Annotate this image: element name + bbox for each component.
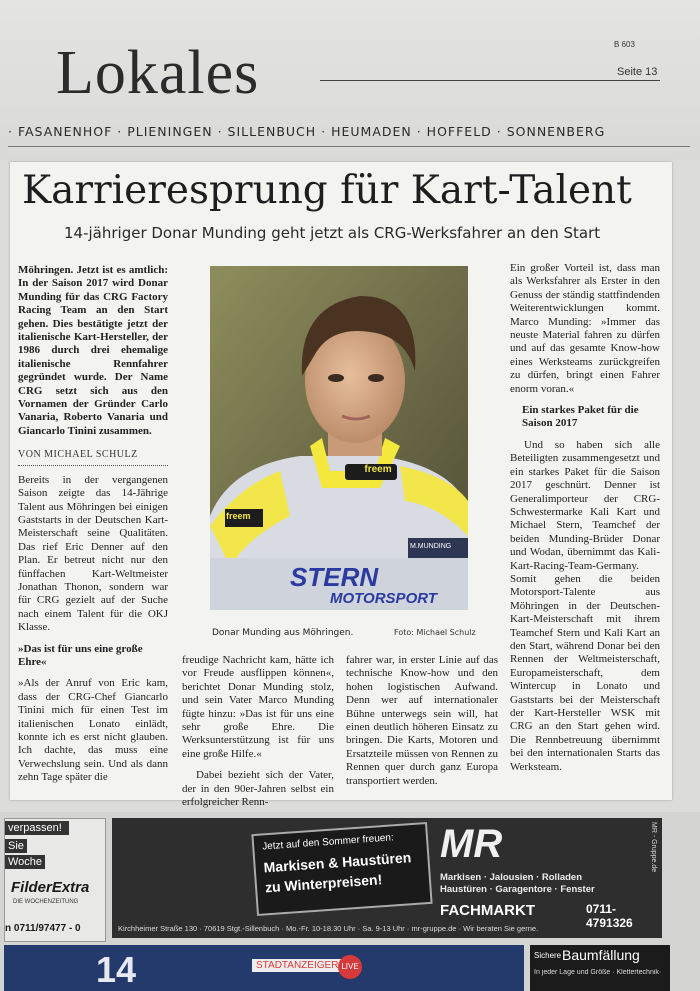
ad-left-text: verpassen! [5, 821, 69, 835]
article-headline: Karrieresprung für Kart-Talent [22, 168, 632, 213]
article-paragraph: fahrer war, in erster Linie auf das technische Know-how und den hohen logistischen Aufwand. Denn wer auf internationaler Bühne unterwegs sein will, hat einen deutlich höheren Einsatz zu bringen. Die Karts, Motoren und Ersatzteile müssen von Rennen zu Rennen quer durch ganz Europa transportiert werden. [346, 654, 498, 787]
mr-address: Kirchheimer Straße 130 · 70619 Stgt.-Sillenbuch · Mo.-Fr. 10-18.30 Uhr · Sa. 9-13 Uhr · mr-gruppe.de · Wir beraten Sie gerne. [118, 924, 539, 933]
suit-badge-text: freem [226, 511, 251, 521]
mr-site: MR - Gruppe.de [650, 822, 657, 873]
mr-gruppe-ad[interactable] [112, 818, 662, 938]
article-lead: Möhringen. Jetzt ist es amtlich: In der Saison 2017 wird Donar Munding für das CRG Factory Racing Team an den Start gehen. Dies bestätigte jetzt der italienische Kart-Hersteller, der 1986 durch drei ehemalige italienische Rennfahrer gegründet wurde. Der Name CRG setzt sich aus den Vornamen der Gründer Carlo Vanaria, Roberto Vanaria und Giancarlo Tinini zusammen. [18, 264, 168, 437]
baumfaellung-ad[interactable] [530, 945, 670, 991]
live-badge: LIVE [338, 955, 362, 979]
baum-text: In jeder Lage und Größe · Klettertechnik· [534, 969, 662, 976]
article-paragraph: Und so haben sich alle Beteiligten zusammengesetzt und ein starkes Paket für die Saison 2017 geschnürt. Denner ist Generalimporteur der CRG-Schwestermarke Kali Kart und Michael Stern, Teamchef der beiden Munding-Brüder Donar und Wodan, übernimmt das Kali-Kart-Racing-Team-Germany. Somit gehen die beiden Motorsport-Talente aus Möhringen in der Deutschen-Kart-Meisterschaft mit ihrem Teamchef Stern und Kali Kart an den Start, während Donar bei den Rennen der Weltmeisterschaft, Europameisterschaft, dem Wintercup in Lonato und Gaststarts bei der Meisterschaft der Kart-Hersteller WSK mit CRG an den Start gehen wird. Die Rennbetreuung übernimmt bei den internationalen Starts das Werksteam. [510, 438, 660, 773]
suit-chest-text: freem [364, 464, 392, 475]
page-code: B 603 [614, 40, 635, 49]
suit-sponsor-subtext: MOTORSPORT [330, 590, 437, 607]
article-subheadline: 14-jähriger Donar Munding geht jetzt als CRG-Werksfahrer an den Start [64, 224, 601, 242]
filderextra-logo: FilderExtra [11, 879, 90, 896]
filderextra-phone: n 0711/97477 - 0 [5, 923, 81, 934]
stadtanzeiger-ad[interactable] [4, 945, 524, 991]
mr-logo: MR [440, 822, 503, 866]
article-column-2 [182, 654, 334, 817]
mr-fachmarkt: FACHMARKT [440, 902, 535, 919]
mr-sign-text: Markisen & Haustüren [263, 849, 412, 876]
mr-products: Markisen · Jalousien · Rolladen [440, 872, 583, 883]
article-paragraph: Ein großer Vorteil ist, dass man als Werksfahrer als Erster in den Genuss der ständig stattfindenden Weiterentwicklungen kommt. Marco Munding: »Immer das neuste Material fahren zu dürfen und auf das gesamte Know-how eines Werksteams zurückgreifen zu dürfen, bringt einen Fahrer enorm voran.« [510, 262, 660, 395]
district-rule [8, 146, 690, 147]
district-list: · FASANENHOF · PLIENINGEN · SILLENBUCH · HEUMADEN · HOFFELD · SONNENBERG [8, 124, 606, 139]
stadtanzeiger-number: 14 [96, 949, 137, 990]
article-photo [210, 266, 468, 610]
mr-sign [251, 822, 432, 916]
filderextra-ad[interactable] [4, 818, 106, 942]
mr-phone: 0711-4791326 [586, 902, 633, 930]
article-paragraph: »Als der Anruf von Eric kam, dass der CRG-Chef Giancarlo Tinini mich für einen Test im italienischen Lonato einlädt, konnte ich es erst nicht glauben. Ich dachte, das muss eine Verwechslung sein. Und als dann zehn Tage später die [18, 677, 168, 784]
baum-text: Sichere [534, 951, 562, 960]
baum-title: Baumfällung [562, 947, 640, 963]
ad-left-text: Woche [5, 855, 45, 869]
page-number: Seite 13 [617, 66, 658, 78]
article-column-1 [18, 264, 168, 793]
photo-credit: Foto: Michael Schulz [394, 628, 476, 637]
article-paragraph: freudige Nachricht kam, hätte ich vor Freude ausflippen können«, berichtet Donar Munding stolz, und sein Vater Marco Munding fügte hinzu: »Das ist für uns eine sehr große Ehre. Die Werksunterstützung ist für uns eine große Hilfe.« [182, 654, 334, 760]
ad-left-text: Sie [5, 839, 27, 853]
mr-sign-text: zu Winterpreisen! [264, 871, 383, 896]
filderextra-tagline: DIE WOCHENZEITUNG [13, 899, 79, 905]
header-rule [320, 80, 660, 81]
mr-products: Haustüren · Garagentore · Fenster [440, 884, 595, 895]
driver-portrait [210, 266, 468, 610]
stadtanzeiger-logo: STADTANZEIGER [252, 959, 342, 972]
suit-sponsor-text: STERN [290, 562, 379, 592]
article-subhead: Ein starkes Paket für die Saison 2017 [522, 404, 639, 430]
article-column-4 [510, 262, 660, 782]
article-author: VON MICHAEL SCHULZ [18, 448, 168, 465]
article-column-3 [346, 654, 498, 796]
mr-sign-text: Jetzt auf den Sommer freuen: [261, 832, 395, 853]
article-subhead: »Das ist für uns eine große Ehre« [18, 642, 143, 668]
section-title: Lokales [56, 39, 260, 107]
article-paragraph: Bereits in der vergangenen Saison zeigte das 14-Jährige Talent aus Möhringen bei einigen Gaststarts in der Deutschen Kart-Meisterschaft seine Qualitäten. Das rief Eric Denner auf den Plan. Er betreut nicht nur den fünffachen Kart-Weltmeister Jonathan Thonon, sondern war für CRG gezielt auf der Suche nach einem Talent für die OKJ Klasse. [18, 473, 168, 634]
suit-patch-text: M.MUNDING [410, 543, 452, 550]
photo-caption: Donar Munding aus Möhringen. [212, 628, 354, 638]
article-paragraph: Dabei bezieht sich der Vater, der in den 90er-Jahren selbst ein erfolgreicher Renn- [182, 769, 334, 809]
